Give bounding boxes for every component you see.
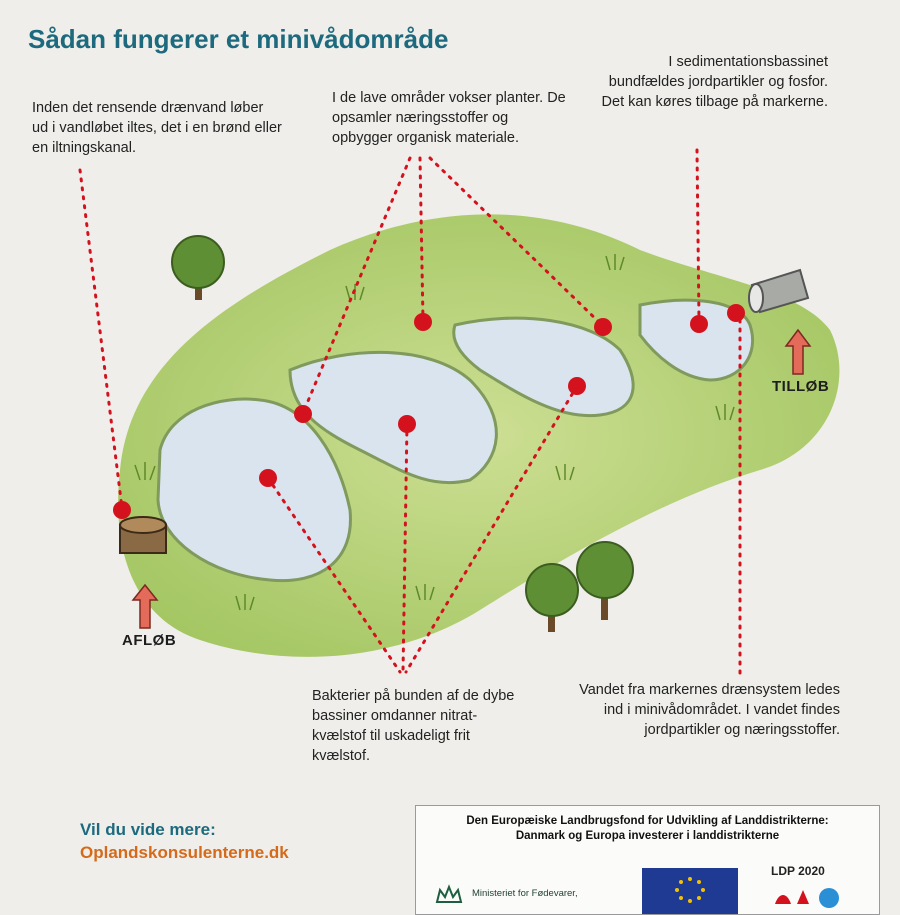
marker-dot [690, 315, 708, 333]
more-info-question: Vil du vide mere: [80, 820, 216, 839]
outflow-label: AFLØB [122, 632, 177, 649]
funding-title-line2: Danmark og Europa investerer i landdistrikterne [515, 830, 780, 842]
ministry-crown-icon [434, 884, 464, 906]
funding-title [416, 814, 879, 844]
note-sedimentation: I sedimentationsbassinet bundfældes jordpartikler og fosfor. Det kan køres tilbage på markerne. [601, 54, 828, 110]
marker-dot [259, 469, 277, 487]
marker-dot [568, 377, 586, 395]
tree-icon [577, 542, 633, 620]
inflow-label: TILLØB [772, 378, 830, 395]
marker-dot [398, 415, 416, 433]
well-icon [120, 517, 166, 553]
note-inflow-water: Vandet fra markernes drænsystem ledes ind i minivådområdet. I vandet findes jordpartikler og næringsstoffer. [579, 682, 840, 738]
marker-dot [594, 318, 612, 336]
tree-icon [526, 564, 578, 632]
eu-flag-icon [642, 868, 738, 914]
page-title: Sådan fungerer et minivådområde [28, 24, 449, 54]
note-bacteria: Bakterier på bunden af de dybe bassiner omdanner nitrat-kvælstof til uskadeligt frit kvælstof. [312, 688, 515, 764]
note-oxygenation: Inden det rensende drænvand løber ud i vandløbet iltes, det i en brønd eller en iltningskanal. [32, 100, 282, 156]
funding-title-line1: Den Europæiske Landbrugsfond for Udvikling af Landdistrikterne: [466, 815, 829, 827]
marker-dot [414, 313, 432, 331]
tree-icon [172, 236, 224, 300]
more-info-link[interactable]: Oplandskonsulenterne.dk [80, 843, 289, 862]
marker-dot [727, 304, 745, 322]
note-plants: I de lave områder vokser planter. De opsamler næringsstoffer og opbygger organisk materiale. [332, 90, 566, 146]
marker-dot [113, 501, 131, 519]
ldp-label: LDP 2020 [771, 864, 825, 878]
ministry-name: Ministeriet for Fødevarer, [472, 888, 578, 899]
ldp-logo-icon [771, 882, 843, 912]
funding-box [415, 805, 880, 915]
marker-dot [294, 405, 312, 423]
